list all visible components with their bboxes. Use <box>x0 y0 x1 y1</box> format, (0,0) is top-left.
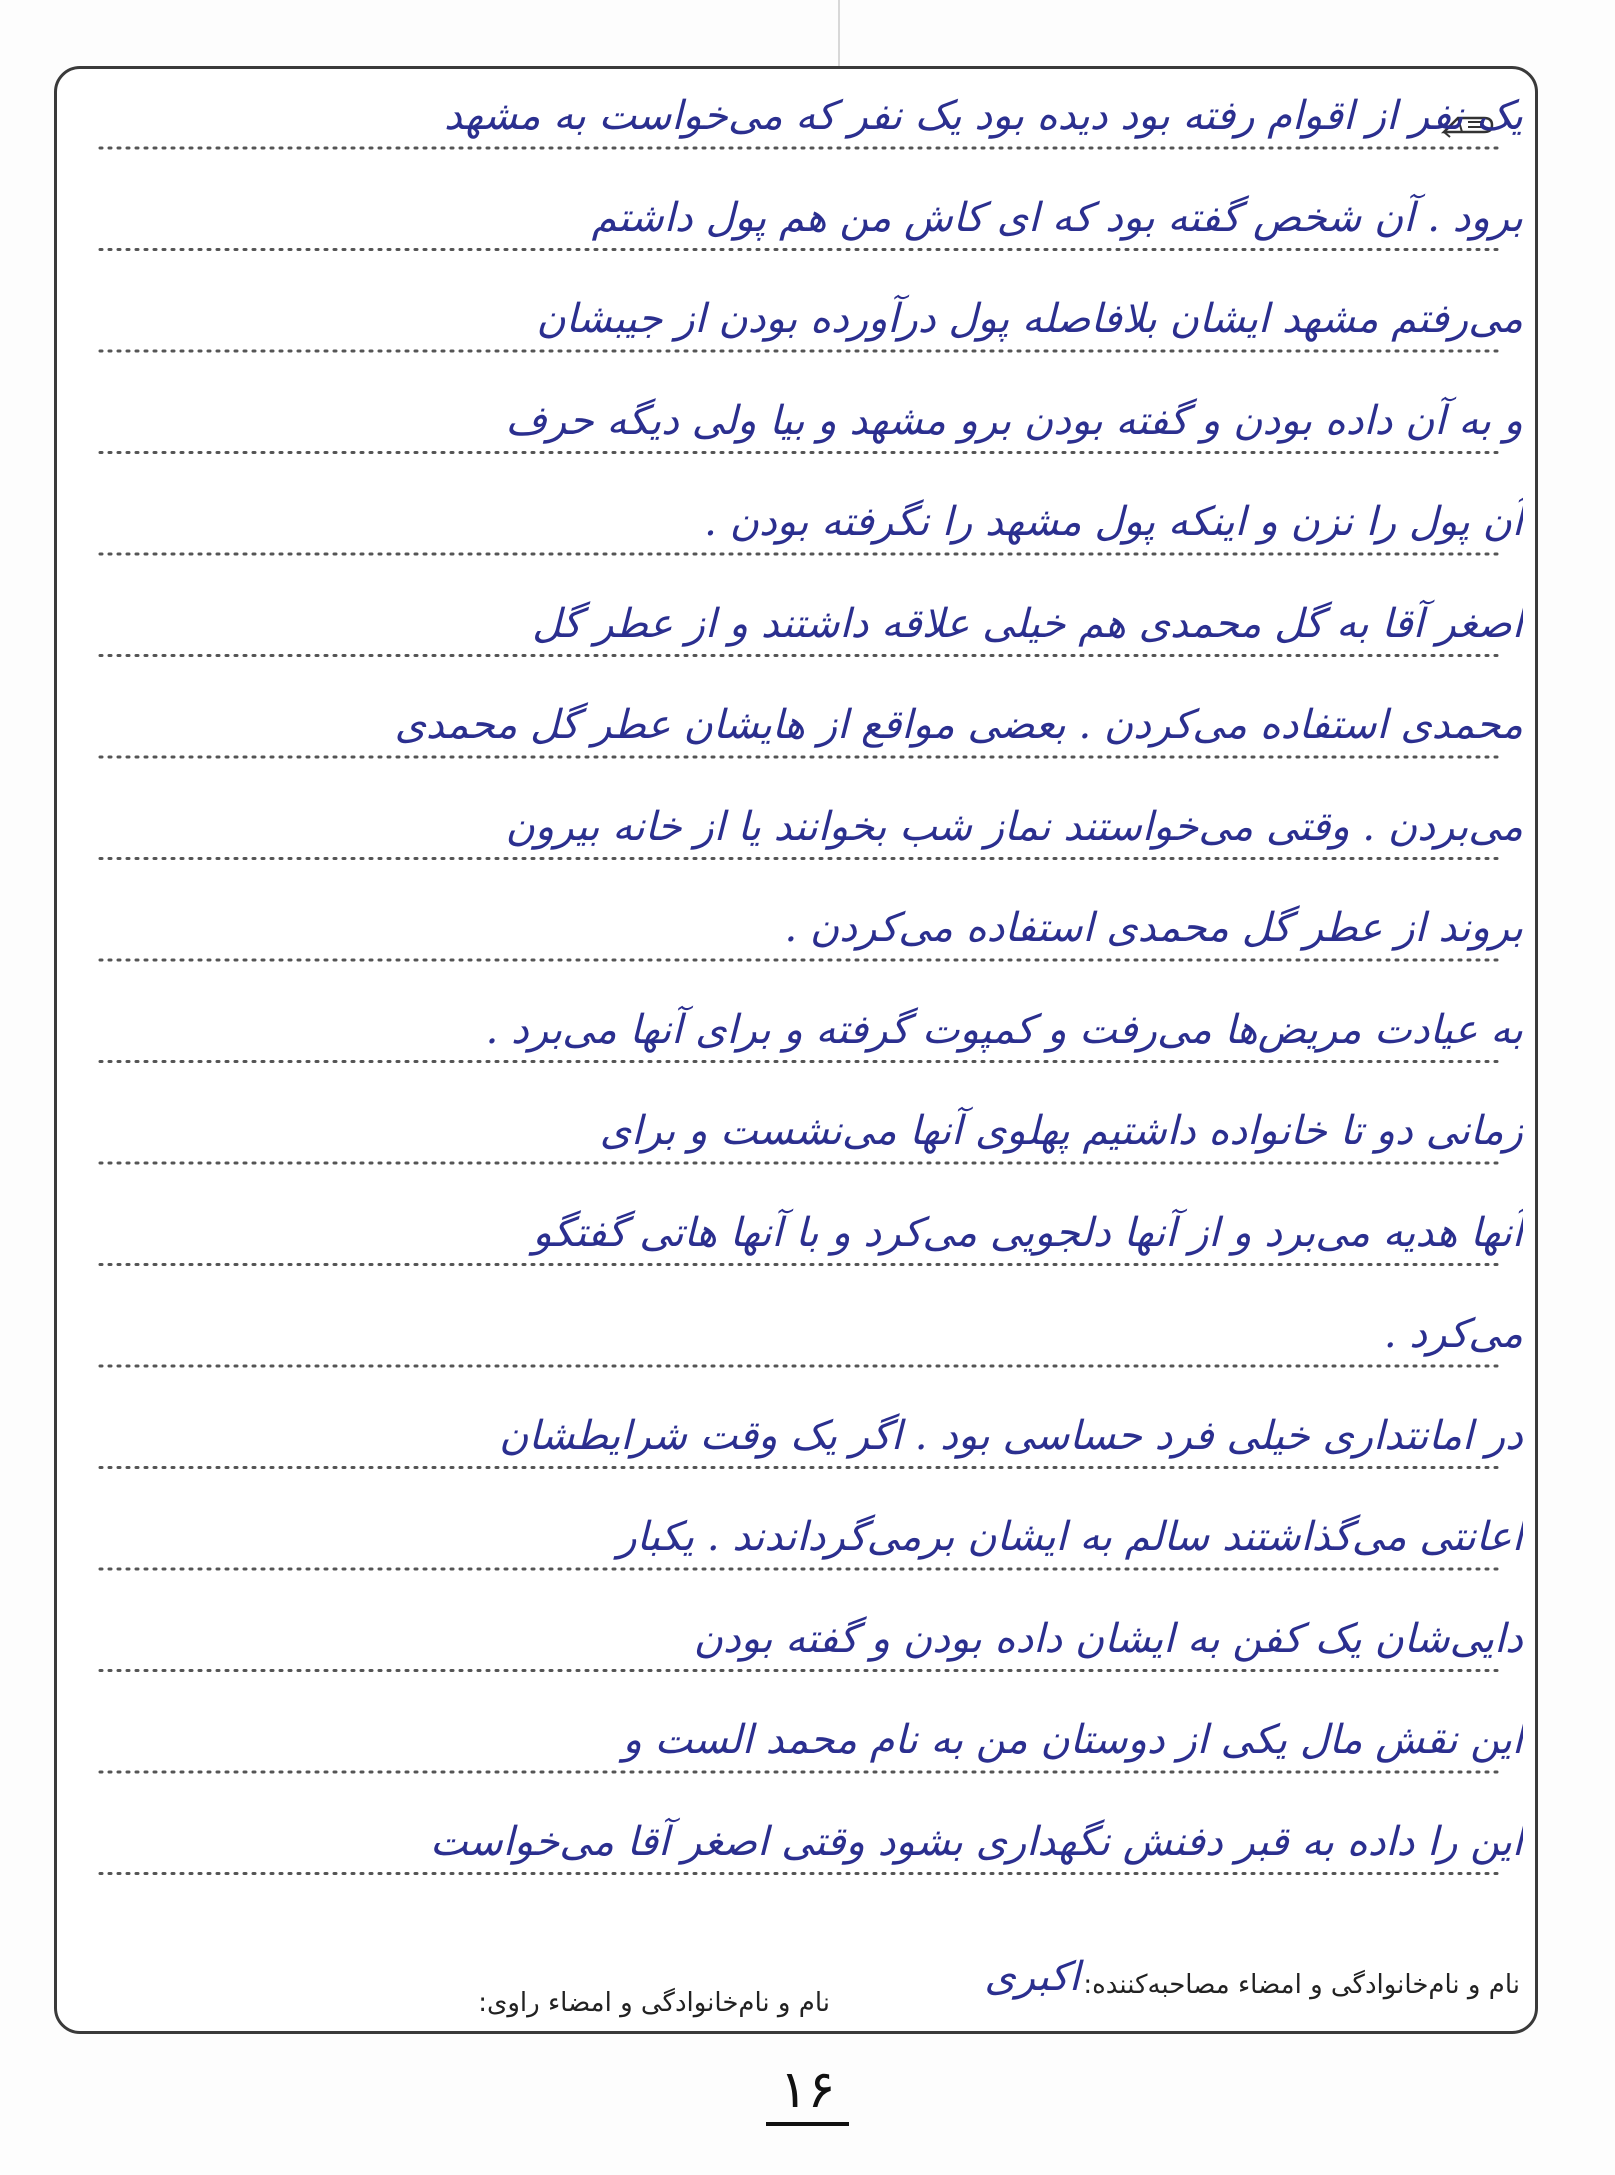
handwritten-line: آنها هدیه می‌برد و از آنها دلجویی می‌کرد و با آنها هاتی گفتگو <box>532 1209 1523 1256</box>
handwritten-line: زمانی دو تا خانواده داشتیم پهلوی آنها می‌نشست و برای <box>599 1108 1523 1154</box>
handwritten-line: به عیادت مریض‌ها می‌رفت و کمپوت گرفته و برای آنها می‌برد . <box>485 1006 1523 1053</box>
handwritten-line: اصغر آقا به گل محمدی هم خیلی علاقه داشتند و از عطر گل <box>532 600 1523 647</box>
handwritten-line: و به آن داده بودن و گفته بودن برو مشهد و بیا ولی دیگه حرف <box>505 397 1523 444</box>
page-number-text: ۱۶ <box>766 2060 850 2126</box>
handwritten-line: می‌رفتم مشهد ایشان بلافاصله پول درآورده بودن از جیبشان <box>536 296 1523 342</box>
interviewer-signature: اکبری <box>984 1954 1080 2000</box>
handwritten-line: محمدی استفاده می‌کردن . بعضی مواقع از هایشان عطر گل محمدی <box>394 702 1523 748</box>
handwritten-line: این را داده به قبر دفنش نگهداری بشود وقتی اصغر آقا می‌خواست <box>430 1818 1523 1865</box>
handwritten-line: دایی‌شان یک کفن به ایشان داده بودن و گفته بودن <box>693 1615 1523 1662</box>
interviewer-label: نام و نام‌خانوادگی و امضاء مصاحبه‌کننده: <box>1083 1970 1520 2000</box>
handwritten-line: این نقش مال یکی از دوستان من به نام محمد الست و <box>622 1717 1523 1763</box>
signature-footer <box>80 1954 1520 2018</box>
handwritten-line: می‌کرد . <box>1383 1311 1523 1357</box>
handwritten-line: می‌بردن . وقتی می‌خواستند نماز شب بخوانند یا از خانه بیرون <box>505 803 1523 850</box>
page-number <box>0 2060 1615 2126</box>
handwritten-line: در امانتداری خیلی فرد حساسی بود . اگر یک وقت شرایطشان <box>499 1412 1523 1459</box>
handwritten-line: برود . آن شخص گفته بود که ای کاش من هم پول داشتم <box>591 194 1523 241</box>
handwritten-line: بروند از عطر گل محمدی استفاده می‌کردن . <box>784 905 1523 951</box>
narrator-label: نام و نام‌خانوادگی و امضاء راوی: <box>478 1988 830 2018</box>
handwritten-line: اعانتی می‌گذاشتند سالم به ایشان برمی‌گرداندند . یکبار <box>617 1514 1523 1560</box>
handwritten-line: یک نفر از اقوام رفته بود دیده بود یک نفر که می‌خواست به مشهد <box>444 93 1523 139</box>
handwritten-line: آن پول را نزن و اینکه پول مشهد را نگرفته بودن . <box>704 499 1523 545</box>
